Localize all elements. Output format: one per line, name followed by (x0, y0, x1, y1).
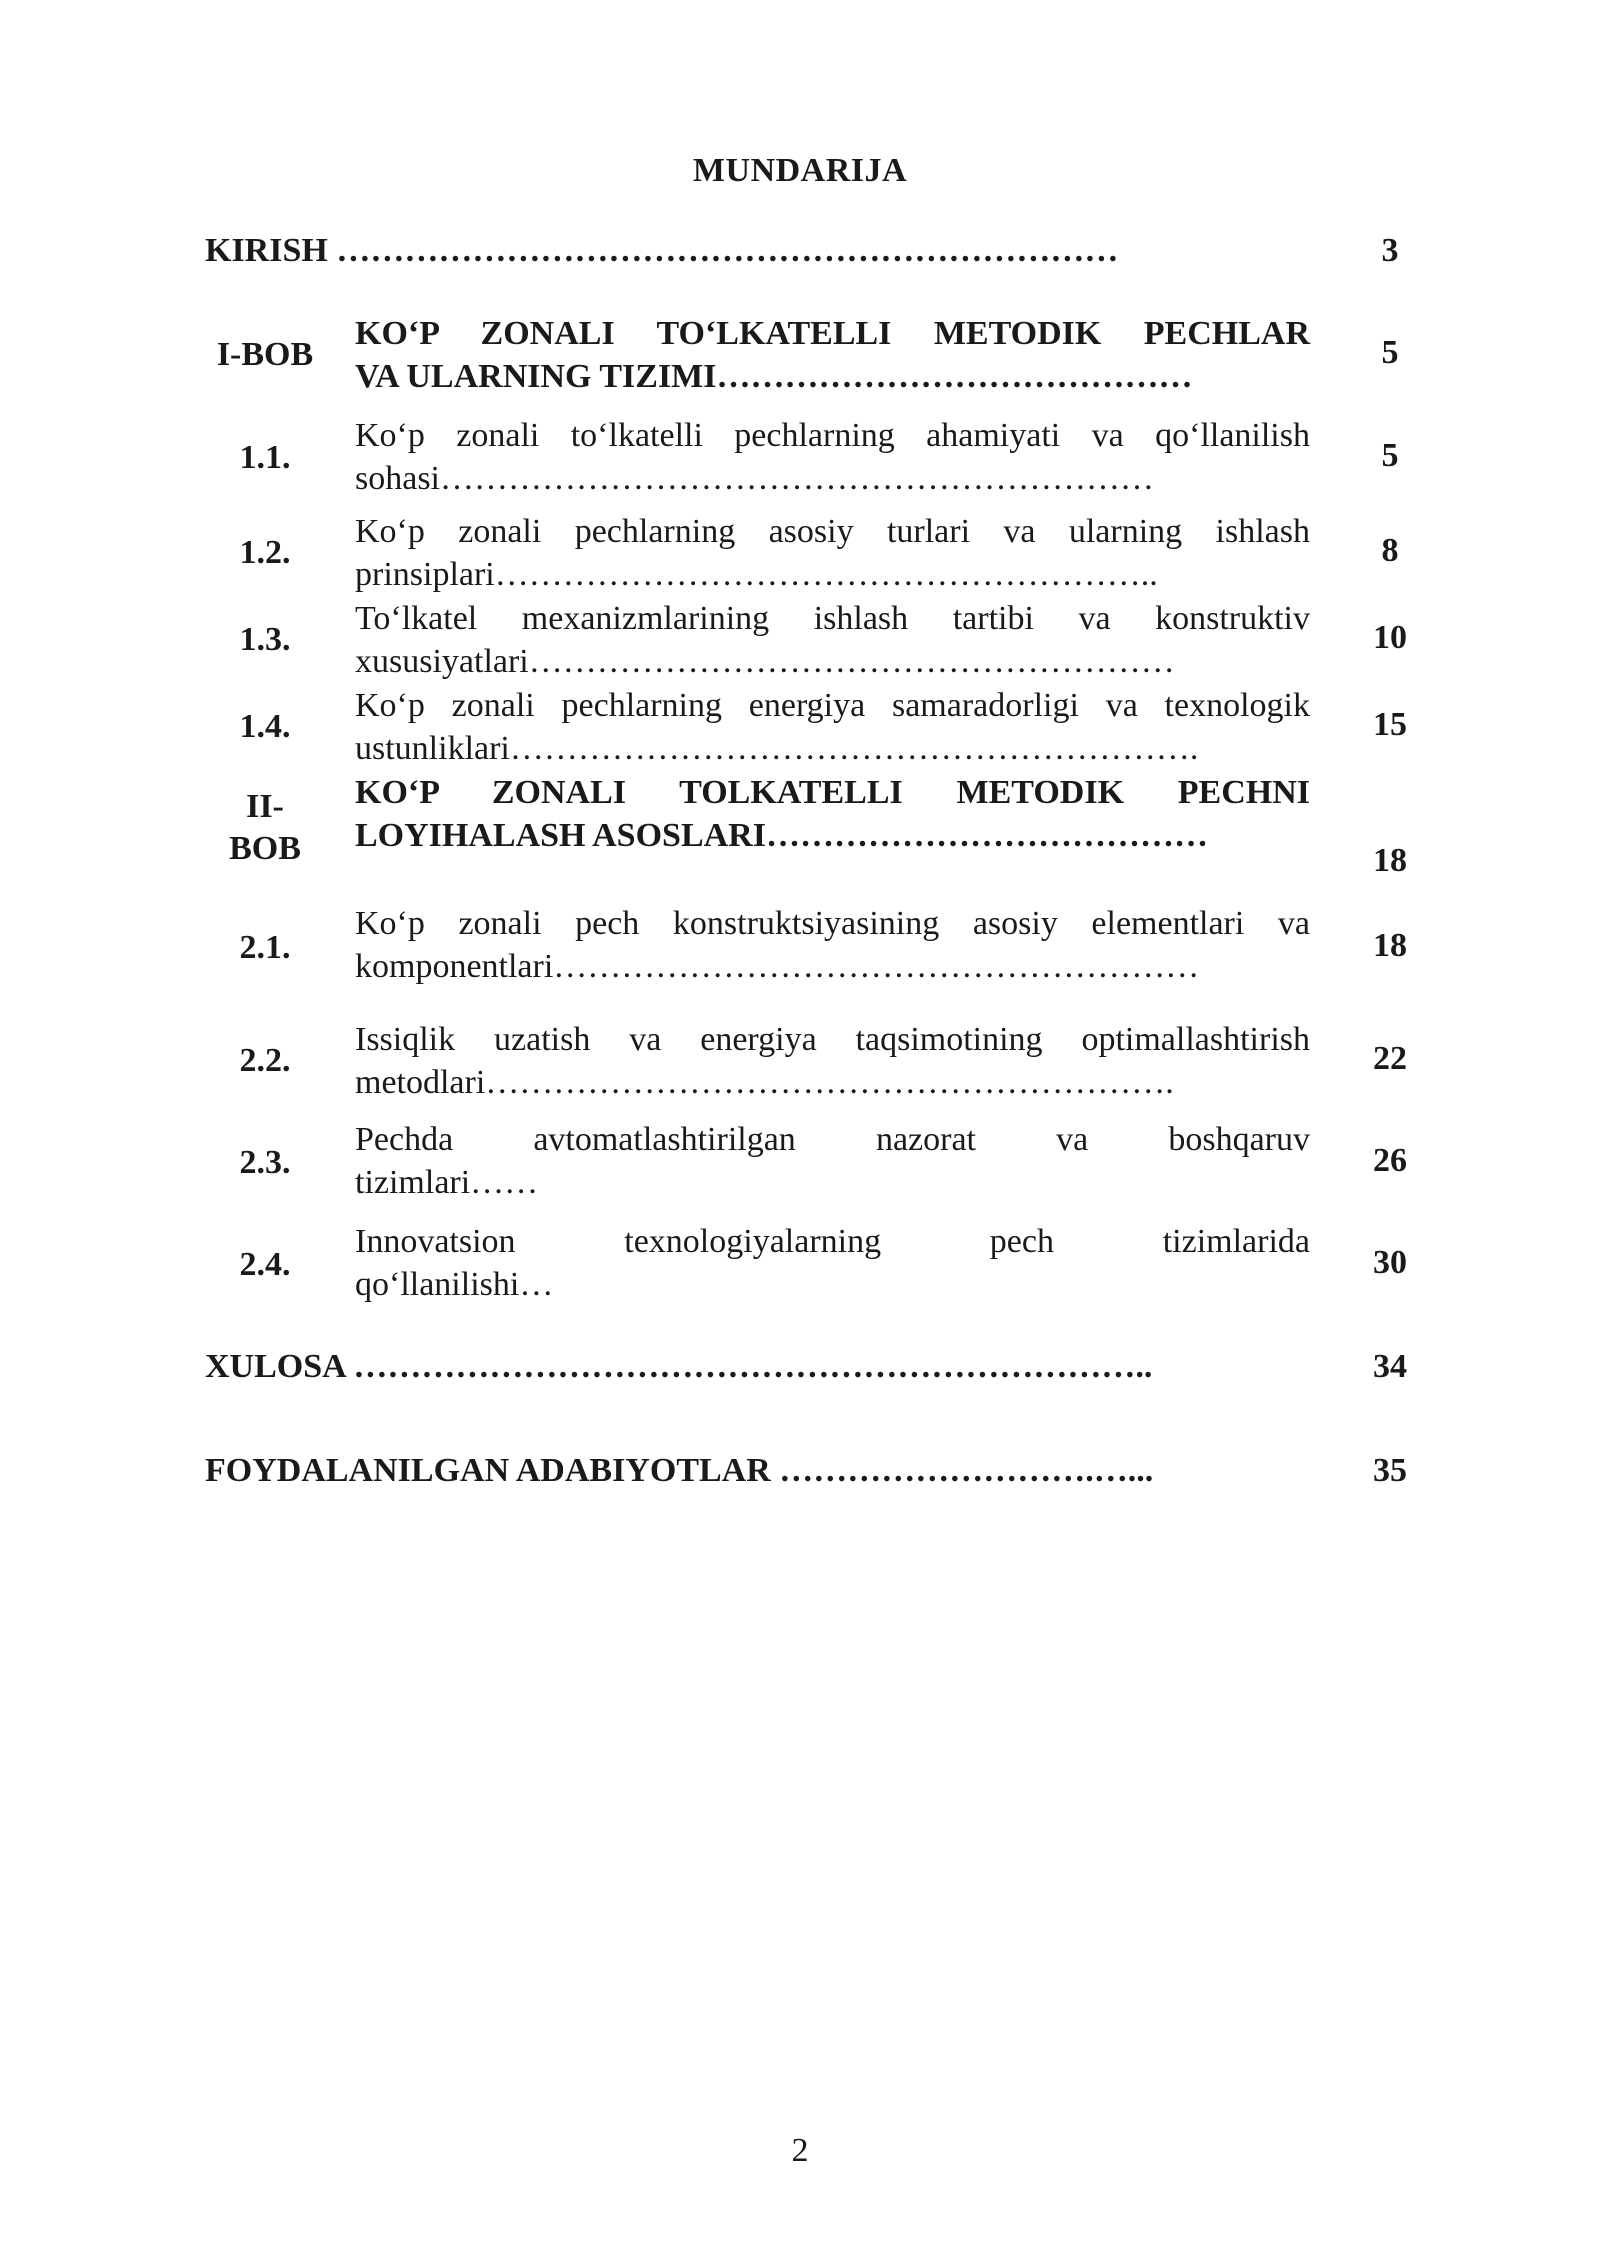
toc-entry-section-2-1[interactable] (355, 902, 1310, 988)
toc-dot-leader: ……………………….…... (779, 1452, 1154, 1489)
section-number: 1.1. (239, 439, 291, 476)
toc-entry-section-2-3[interactable] (355, 1118, 1310, 1204)
section-title-line: Ko‘p zonali pech konstruktsiyasining asosiy elementlari va (355, 905, 1310, 942)
chapter-title-line: VA ULARNING TIZIMI…………………………………… (355, 358, 1193, 395)
section-number: 1.2. (239, 534, 291, 571)
toc-page-number: 18 (1373, 842, 1407, 879)
section-title-line: Innovatsion texnologiyalarning pech tizimlarida (355, 1223, 1310, 1260)
section-title-line: To‘lkatel mexanizmlarining ishlash tartibi va konstruktiv (355, 600, 1310, 637)
page-number: 2 (791, 2132, 809, 2169)
section-number: 1.4. (239, 708, 291, 745)
toc-page-number: 30 (1373, 1244, 1407, 1281)
chapter-title-line: KO‘P ZONALI TOLKATELLI METODIK PECHNI (355, 774, 1310, 811)
section-title-line: Issiqlik uzatish va energiya taqsimotining optimallashtirish (355, 1021, 1310, 1058)
toc-page-number: 5 (1381, 437, 1399, 474)
section-title-line: metodlari……………………………………………………. (355, 1064, 1174, 1101)
toc-page-number: 34 (1373, 1348, 1407, 1385)
toc-entry-references[interactable] (205, 1452, 1305, 1490)
section-number: 2.1. (239, 929, 291, 966)
toc-dot-leader: …………………………………………………………… (336, 232, 1119, 269)
toc-entry-intro[interactable] (205, 232, 1305, 270)
section-title-line: sohasi……………………………………………………… (355, 460, 1154, 497)
section-title-line: Pechda avtomatlashtirilgan nazorat va boshqaruv (355, 1121, 1310, 1158)
section-title-line: ustunliklari……………………………………………………. (355, 730, 1199, 767)
toc-entry-label: FOYDALANILGAN ADABIYOTLAR (205, 1452, 771, 1489)
toc-page-number: 8 (1381, 532, 1399, 569)
chapter-number: I-BOB (216, 336, 314, 373)
chapter-number (205, 786, 325, 870)
toc-dot-leader: …………………………………………………………….. (353, 1348, 1153, 1385)
section-title-line: Ko‘p zonali pechlarning asosiy turlari va ularning ishlash (355, 513, 1310, 550)
section-number: 2.3. (239, 1144, 291, 1181)
toc-page-number: 5 (1381, 334, 1399, 371)
toc-entry-label: KIRISH (205, 232, 328, 269)
toc-page-number: 35 (1373, 1452, 1407, 1489)
section-title-line: qo‘llanilishi… (355, 1266, 554, 1303)
toc-entry-chapter-1[interactable] (355, 312, 1310, 398)
chapter-number-line: BOB (229, 830, 301, 867)
toc-entry-chapter-2[interactable] (355, 771, 1310, 857)
toc-entry-section-2-2[interactable] (355, 1018, 1310, 1104)
toc-page-number: 10 (1373, 619, 1407, 656)
toc-page-number: 15 (1373, 706, 1407, 743)
section-title-line: tizimlari…… (355, 1164, 539, 1201)
toc-entry-section-1-3[interactable] (355, 597, 1310, 683)
toc-page-number: 26 (1373, 1142, 1407, 1179)
section-title-line: Ko‘p zonali to‘lkatelli pechlarning ahamiyati va qo‘llanilish (355, 417, 1310, 454)
toc-entry-section-1-1[interactable] (355, 414, 1310, 500)
chapter-title-line: KO‘P ZONALI TO‘LKATELLI METODIK PECHLAR (355, 315, 1310, 352)
section-title-line: prinsiplari………………………………………………….. (355, 556, 1158, 593)
chapter-number-line: II- (246, 788, 284, 825)
section-number: 1.3. (239, 621, 291, 658)
section-title-line: xususiyatlari………………………………………………… (355, 643, 1175, 680)
section-title-line: komponentlari………………………………………………… (355, 948, 1200, 985)
toc-entry-section-2-4[interactable] (355, 1220, 1310, 1306)
toc-page-number: 3 (1381, 232, 1399, 269)
section-number: 2.2. (239, 1042, 291, 1079)
toc-entry-label: XULOSA (205, 1348, 345, 1385)
toc-entry-section-1-2[interactable] (355, 510, 1310, 596)
toc-page-number: 18 (1373, 927, 1407, 964)
toc-page-number: 22 (1373, 1040, 1407, 1077)
section-title-line: Ko‘p zonali pechlarning energiya samaradorligi va texnologik (355, 687, 1310, 724)
section-number: 2.4. (239, 1246, 291, 1283)
toc-title: MUNDARIJA (692, 152, 908, 189)
chapter-title-line: LOYIHALASH ASOSLARI………………………………… (355, 817, 1208, 854)
toc-entry-section-1-4[interactable] (355, 684, 1310, 770)
toc-entry-conclusion[interactable] (205, 1348, 1305, 1386)
